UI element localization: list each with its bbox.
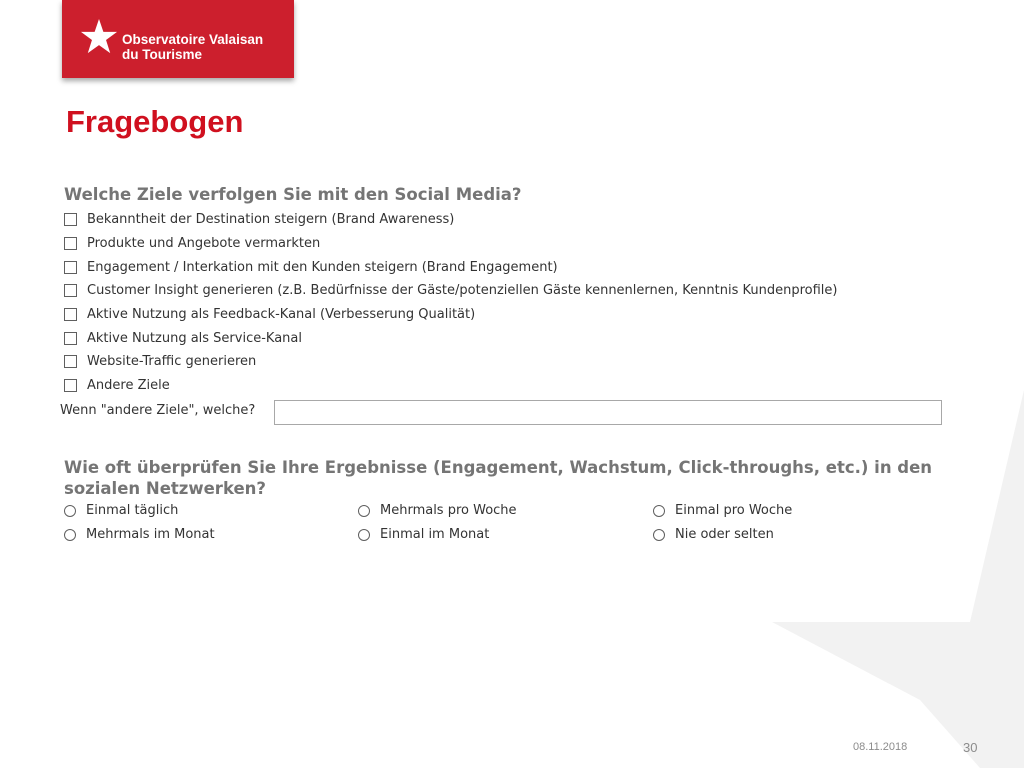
- checkbox-label: Customer Insight generieren (z.B. Bedürfnisse der Gäste/potenziellen Gäste kennenlernen, Kenntnis Kundenprofile): [87, 283, 838, 299]
- checkbox-option-other-goals[interactable]: [64, 374, 837, 398]
- radio-button[interactable]: [653, 529, 665, 541]
- radio-option-several-per-week[interactable]: [358, 503, 517, 518]
- radio-label: Mehrmals im Monat: [86, 527, 215, 542]
- checkbox[interactable]: [64, 332, 77, 345]
- checkbox[interactable]: [64, 284, 77, 297]
- radio-button[interactable]: [358, 505, 370, 517]
- checkbox-option-feedback-channel[interactable]: [64, 303, 837, 327]
- logo: [62, 0, 294, 78]
- checkbox[interactable]: [64, 355, 77, 368]
- checkbox-option-service-channel[interactable]: [64, 326, 837, 350]
- other-goals-label: Wenn "andere Ziele", welche?: [60, 403, 256, 418]
- radio-option-monthly[interactable]: [358, 527, 489, 542]
- radio-option-weekly[interactable]: [653, 503, 792, 518]
- question-2-text: Wie oft überprüfen Sie Ihre Ergebnisse (Engagement, Wachstum, Click-throughs, etc.) in den sozialen Netzwerken?: [64, 458, 933, 498]
- radio-label: Nie oder selten: [675, 527, 774, 542]
- checkbox-option-products[interactable]: [64, 232, 837, 256]
- radio-label: Einmal pro Woche: [675, 503, 793, 518]
- question-1-options: [64, 208, 837, 398]
- checkbox-label: Bekanntheit der Destination steigern (Brand Awareness): [87, 212, 455, 228]
- checkbox[interactable]: [64, 261, 77, 274]
- radio-button[interactable]: [64, 529, 76, 541]
- radio-button[interactable]: [358, 529, 370, 541]
- radio-label: Einmal im Monat: [380, 527, 490, 542]
- other-goals-input[interactable]: [274, 400, 942, 425]
- question-1-text: Welche Ziele verfolgen Sie mit den Social Media?: [64, 185, 522, 204]
- checkbox-option-customer-insight[interactable]: [64, 279, 837, 303]
- checkbox[interactable]: [64, 237, 77, 250]
- checkbox-option-brand-awareness[interactable]: [64, 208, 837, 232]
- logo-line-2: du Tourisme: [122, 47, 203, 62]
- page-number: 30: [963, 740, 978, 755]
- radio-option-never-or-rarely[interactable]: [653, 527, 774, 542]
- checkbox-label: Website-Traffic generieren: [87, 354, 257, 370]
- logo-line-1: Observatoire Valaisan: [122, 32, 264, 47]
- footer-date: 08.11.2018: [853, 741, 908, 753]
- radio-label: Mehrmals pro Woche: [380, 503, 517, 518]
- checkbox[interactable]: [64, 308, 77, 321]
- logo-text: [122, 32, 263, 62]
- radio-button[interactable]: [653, 505, 665, 517]
- star-icon: [80, 16, 118, 58]
- radio-button[interactable]: [64, 505, 76, 517]
- checkbox-label: Aktive Nutzung als Feedback-Kanal (Verbesserung Qualität): [87, 307, 476, 323]
- checkbox[interactable]: [64, 213, 77, 226]
- checkbox-label: Andere Ziele: [87, 378, 170, 394]
- radio-option-several-per-month[interactable]: [64, 527, 215, 542]
- radio-option-daily[interactable]: [64, 503, 178, 518]
- checkbox-option-website-traffic[interactable]: [64, 350, 837, 374]
- checkbox-option-engagement[interactable]: [64, 255, 837, 279]
- page-title: Fragebogen: [66, 104, 244, 139]
- background-star-icon: [760, 390, 1024, 768]
- checkbox-label: Produkte und Angebote vermarkten: [87, 236, 321, 252]
- checkbox[interactable]: [64, 379, 77, 392]
- radio-label: Einmal täglich: [86, 503, 179, 518]
- checkbox-label: Aktive Nutzung als Service-Kanal: [87, 330, 303, 346]
- checkbox-label: Engagement / Interkation mit den Kunden steigern (Brand Engagement): [87, 259, 558, 275]
